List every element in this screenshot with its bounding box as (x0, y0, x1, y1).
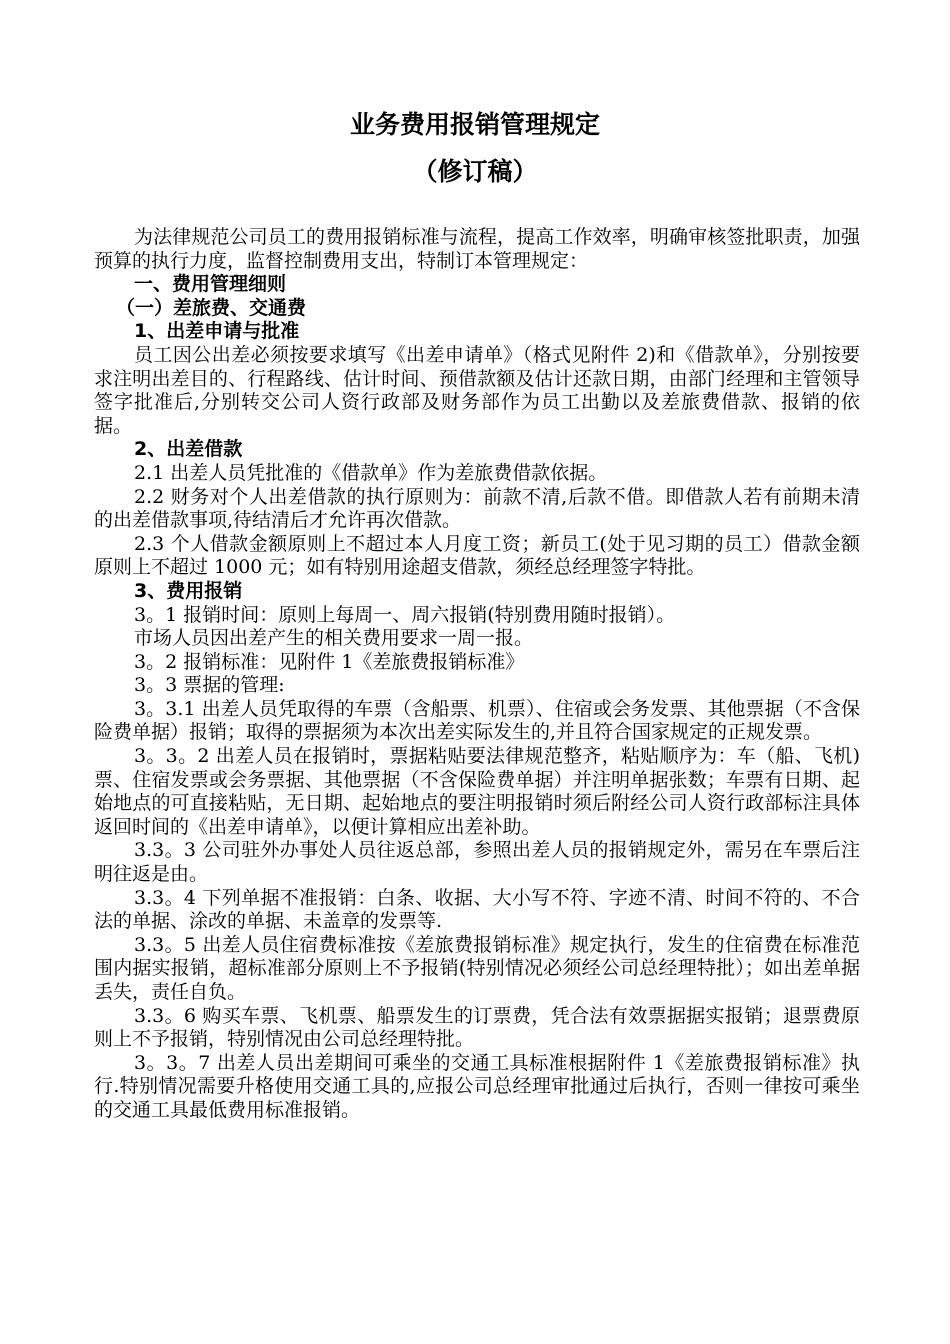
document-subtitle: （修订稿） (412, 157, 538, 186)
intro-paragraph: 为法律规范公司员工的费用报销标准与流程，提高工作效率，明确审核签批职责，加强预算的执行力度，监督控制费用支出，特制订本管理规定： (94, 226, 860, 272)
paragraph: 3.3。4 下列单据不准报销：白条、收据、大小写不符、字迹不清、时间不符的、不合法的单据、涂改的单据、未盖章的发票等. (94, 886, 860, 933)
item-heading: 1、出差申请与批准 (134, 320, 300, 343)
paragraph: 2.3 个人借款金额原则上不超过本人月度工资；新员工(处于见习期的员工）借款金额原则上不超过 1000 元；如有特别用途超支借款，须经总经理签字特批。 (94, 532, 860, 579)
paragraph: 市场人员因出差产生的相关费用要求一周一报。 (134, 627, 534, 650)
section-heading: 一、费用管理细则 (134, 273, 287, 296)
paragraph: 3.3。5 出差人员住宿费标准按《差旅费报销标准》规定执行，发生的住宿费在标准范围内据实报销，超标准部分原则上不予报销(特别情况必须经公司总经理特批）；如出差单据丢失，责任自负。 (94, 933, 860, 1003)
paragraph: 3。3 票据的管理: (134, 674, 285, 697)
paragraph: 3。3。2 出差人员在报销时，票据粘贴要法律规范整齐，粘贴顺序为：车（船、飞机)票、住宿发票或会务票据、其他票据（不含保险费单据）并注明单据张数；车票有日期、起始地点的可直接粘贴，无日期、起始地点的要注明报销时须后附经公司人资行政部标注具体返回时间的《出差申请单》，以便计算相应出差补助。 (94, 745, 860, 838)
paragraph: 3。3。7 出差人员出差期间可乘坐的交通工具标准根据附件 1《差旅费报销标准》执行.特别情况需要升格使用交通工具的,应报公司总经理审批通过后执行，否则一律按可乘坐的交通工具最低费用标准报销。 (94, 1051, 860, 1121)
paragraph: 员工因公出差必须按要求填写《出差申请单》（格式见附件 2)和《借款单》，分别按要求注明出差目的、行程路线、估计时间、预借款额及估计还款日期，由部门经理和主管领导签字批准后,分别转交公司人资行政部及财务部作为员工出勤以及差旅费借款、报销的依据。 (94, 343, 860, 437)
paragraph: 2.2 财务对个人出差借款的执行原则为：前款不清,后款不借。即借款人若有前期未清的出差借款事项,待结清后才允许再次借款。 (94, 485, 860, 532)
paragraph: 3.3。6 购买车票、飞机票、船票发生的订票费，凭合法有效票据据实报销；退票费原则上不予报销，特别情况由公司总经理特批。 (94, 1004, 860, 1051)
paragraph: 3。1 报销时间：原则上每周一、周六报销(特别费用随时报销）。 (134, 603, 676, 626)
paragraph: 3。3.1 出差人员凭取得的车票（含船票、机票）、住宿或会务发票、其他票据（不含保险费单据）报销；取得的票据须为本次出差实际发生的,并且符合国家规定的正规发票。 (94, 697, 860, 744)
paragraph: 2.1 出差人员凭批准的《借款单》作为差旅费借款依据。 (134, 461, 608, 484)
paragraph: 3。2 报销标准：见附件 1《差旅费报销标准》 (134, 650, 525, 673)
document-title: 业务费用报销管理规定 (349, 110, 600, 139)
document-body (94, 226, 860, 1123)
item-heading: 2、出差借款 (134, 438, 243, 461)
subsection-heading: （一）差旅费、交通费 (116, 296, 307, 319)
paragraph: 3.3。3 公司驻外办事处人员往返总部，参照出差人员的报销规定外，需另在车票后注明往返是由。 (94, 839, 860, 886)
item-heading: 3、费用报销 (134, 579, 243, 602)
